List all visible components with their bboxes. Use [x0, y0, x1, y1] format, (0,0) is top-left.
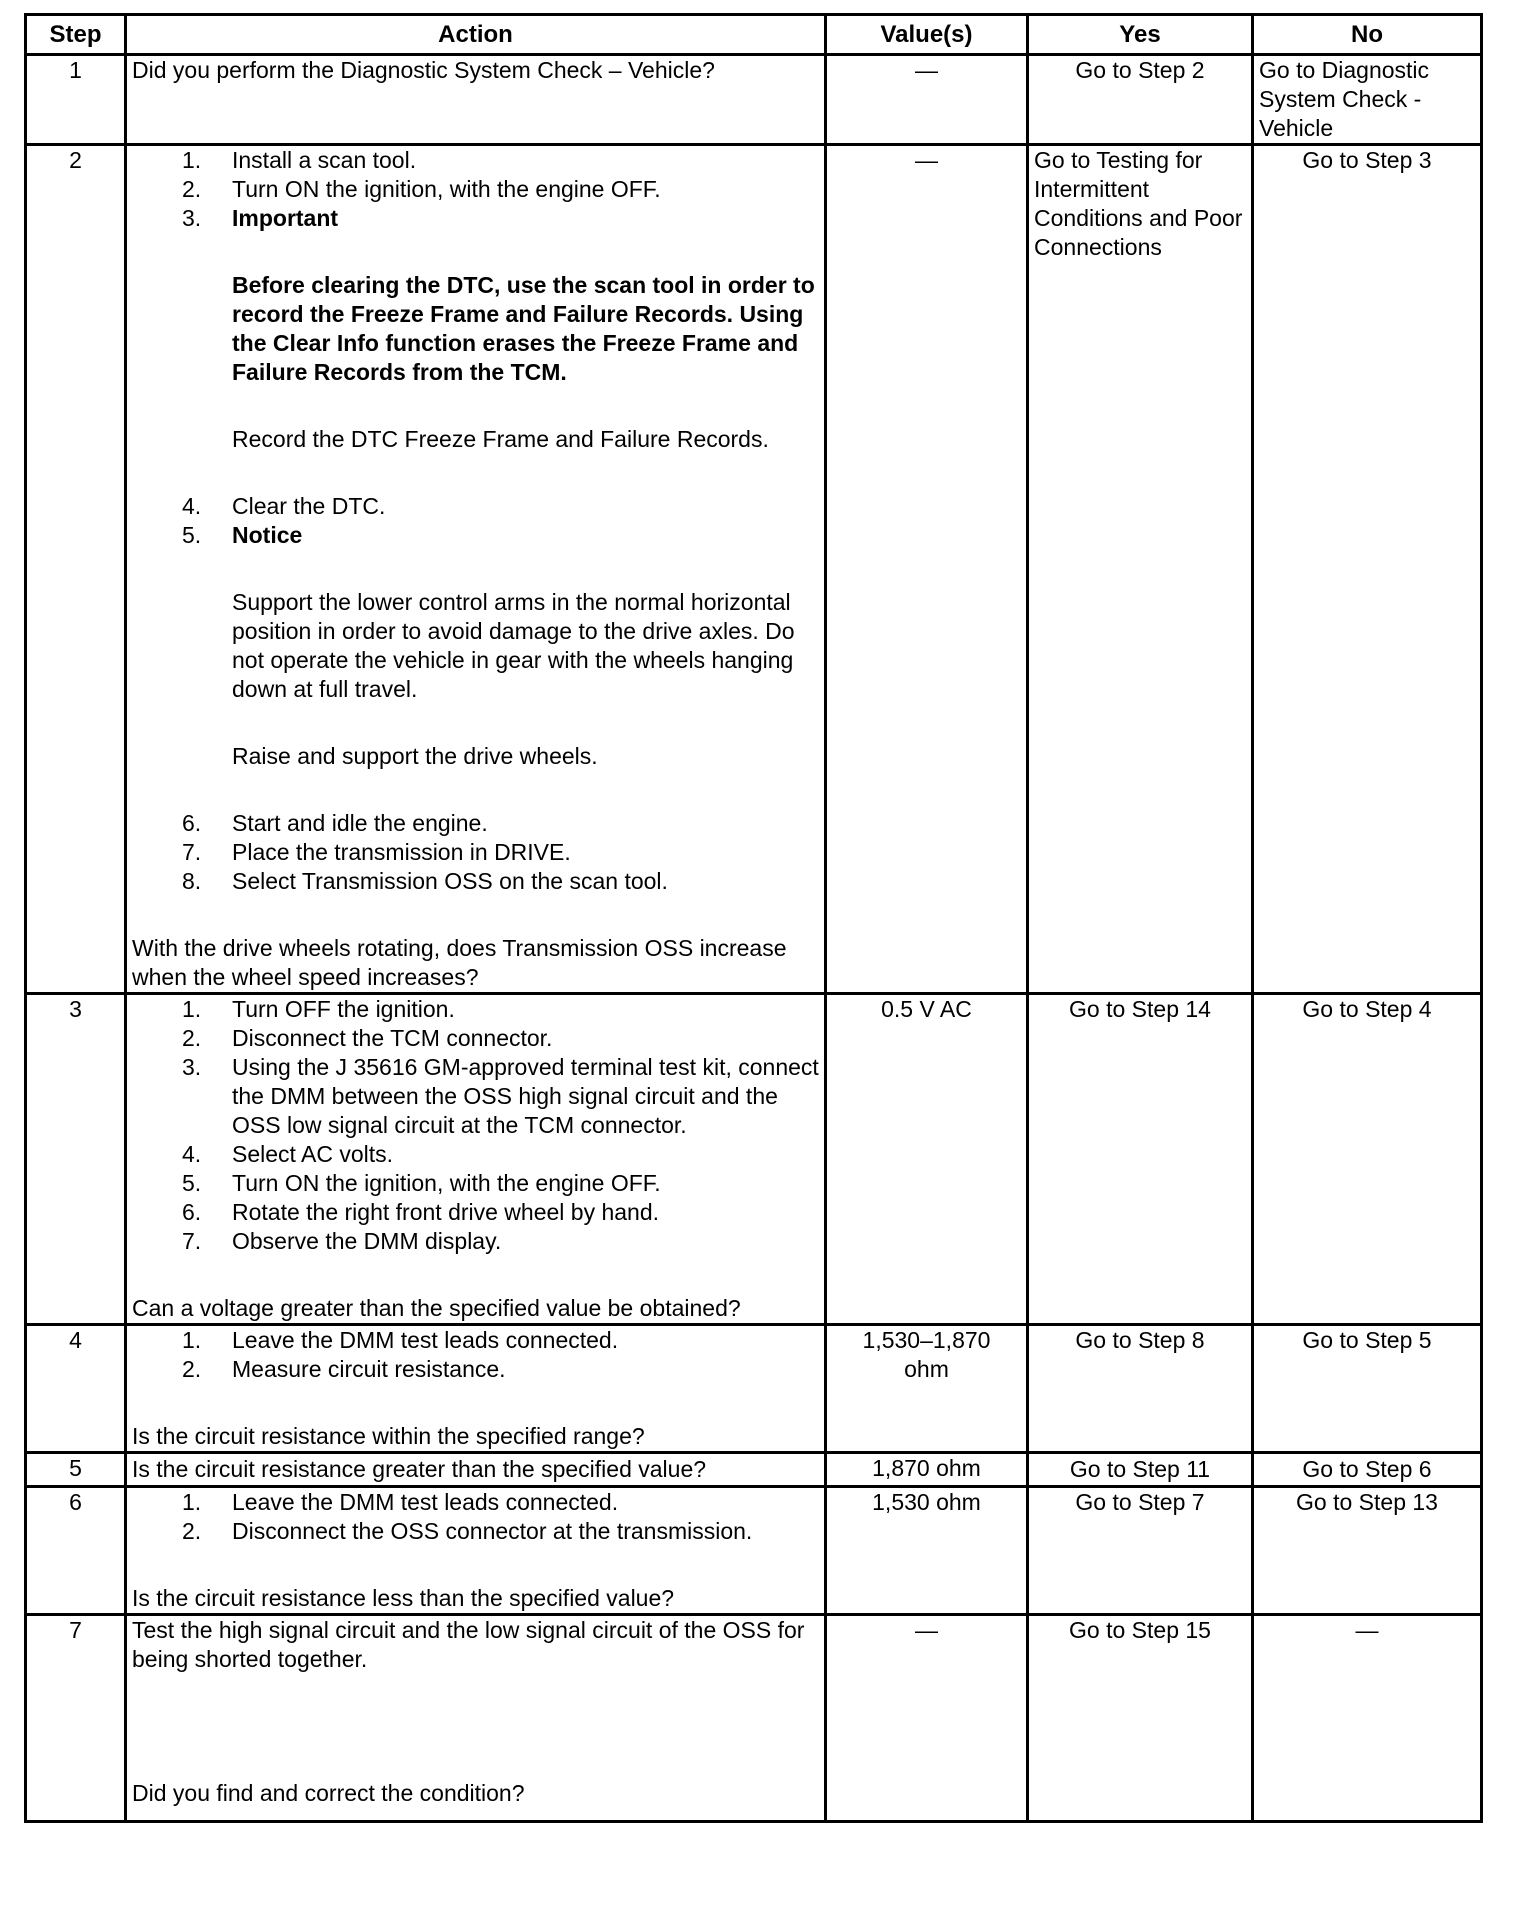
- yes-cell: Go to Step 2: [1028, 55, 1253, 145]
- action-step: 3. Important Before clearing the DTC, use the scan tool in order to record the Freeze Frame and Failure Records. Using the Clear Info function erases the Freeze Frame and Failure Records from the TCM. Record the DTC Freeze Frame and Failure Records.: [132, 204, 819, 454]
- action-step: 1. Leave the DMM test leads connected.: [182, 1327, 619, 1353]
- step-number: 1: [26, 55, 126, 145]
- value-cell: —: [826, 55, 1028, 145]
- table-row-step-3: [26, 994, 1482, 1325]
- step-number: 3: [26, 994, 126, 1325]
- action-step: 4. Select AC volts.: [182, 1141, 394, 1167]
- step-number: 5: [26, 1453, 126, 1487]
- header-step: Step: [26, 15, 126, 55]
- action-step: 6. Start and idle the engine.: [182, 810, 488, 836]
- action-step: 2. Disconnect the OSS connector at the transmission.: [182, 1518, 753, 1544]
- step-number: 2: [26, 145, 126, 994]
- action-steps: [132, 1326, 819, 1384]
- no-cell: Go to Step 6: [1253, 1453, 1482, 1487]
- yes-cell: Go to Step 8: [1028, 1325, 1253, 1453]
- action-cell: [126, 55, 826, 145]
- value-cell: —: [826, 145, 1028, 994]
- step-number: 6: [26, 1487, 126, 1615]
- action-cell: [126, 994, 826, 1325]
- action-cell: [126, 1453, 826, 1487]
- action-step: 8. Select Transmission OSS on the scan tool.: [182, 868, 668, 894]
- action-step: 5. Notice Support the lower control arms in the normal horizontal position in order to avoid damage to the drive axles. Do not operate the vehicle in gear with the wheels hanging down at full travel. Raise and support the drive wheels.: [132, 521, 819, 771]
- action-step: 1. Leave the DMM test leads connected.: [182, 1489, 619, 1515]
- table-row-step-5: [26, 1453, 1482, 1487]
- table-row-step-7: [26, 1615, 1482, 1822]
- table-row-step-2: [26, 145, 1482, 994]
- no-cell: Go to Diagnostic System Check - Vehicle: [1253, 55, 1482, 145]
- action-step: 2. Measure circuit resistance.: [182, 1356, 506, 1382]
- no-cell: Go to Step 5: [1253, 1325, 1482, 1453]
- action-step: 7. Place the transmission in DRIVE.: [182, 839, 571, 865]
- notice-text: Support the lower control arms in the normal horizontal position in order to avoid damage to the drive axles. Do not operate the vehicle in gear with the wheels hanging down at full travel.: [232, 589, 795, 702]
- action-step: 6. Rotate the right front drive wheel by hand.: [182, 1199, 660, 1225]
- action-steps: [132, 1488, 819, 1546]
- question-text: Did you find and correct the condition?: [132, 1780, 525, 1806]
- action-step: 3. Using the J 35616 GM-approved terminal test kit, connect the DMM between the OSS high signal circuit and the OSS low signal circuit at the TCM connector.: [182, 1054, 819, 1138]
- yes-cell: Go to Testing for Intermittent Conditions and Poor Connections: [1028, 145, 1253, 994]
- action-text: Test the high signal circuit and the low signal circuit of the OSS for being shorted together.: [132, 1617, 805, 1672]
- no-cell: —: [1253, 1615, 1482, 1822]
- action-step: 2. Disconnect the TCM connector.: [182, 1025, 553, 1051]
- header-action: Action: [126, 15, 826, 55]
- header-row: [26, 15, 1482, 55]
- table-row-step-1: [26, 55, 1482, 145]
- action-step: 7. Observe the DMM display.: [182, 1228, 502, 1254]
- action-step: 4. Clear the DTC.: [182, 493, 386, 519]
- question-text: Is the circuit resistance less than the specified value?: [132, 1585, 675, 1611]
- action-step: 5. Turn ON the ignition, with the engine OFF.: [182, 1170, 661, 1196]
- no-cell: Go to Step 4: [1253, 994, 1482, 1325]
- action-steps: [132, 146, 819, 896]
- question-text: Did you perform the Diagnostic System Check – Vehicle?: [132, 57, 715, 83]
- action-cell: [126, 1615, 826, 1822]
- action-step: 1. Turn OFF the ignition.: [182, 996, 455, 1022]
- no-cell: Go to Step 3: [1253, 145, 1482, 994]
- action-cell: [126, 1325, 826, 1453]
- notice-heading: Notice: [232, 522, 303, 548]
- diagnostic-table: [24, 13, 1483, 1823]
- yes-cell: Go to Step 7: [1028, 1487, 1253, 1615]
- action-cell: [126, 145, 826, 994]
- question-text: Is the circuit resistance within the specified range?: [132, 1423, 645, 1449]
- important-text: Before clearing the DTC, use the scan tool in order to record the Freeze Frame and Failure Records. Using the Clear Info function erases the Freeze Frame and Failure Records from the TCM.: [232, 272, 815, 385]
- yes-cell: Go to Step 15: [1028, 1615, 1253, 1822]
- important-heading: Important: [232, 205, 339, 231]
- question-text: With the drive wheels rotating, does Transmission OSS increase when the wheel speed increases?: [132, 935, 787, 990]
- action-cell: [126, 1487, 826, 1615]
- action-step: 1. Install a scan tool.: [182, 147, 417, 173]
- important-action: Record the DTC Freeze Frame and Failure Records.: [232, 426, 769, 452]
- header-yes: Yes: [1028, 15, 1253, 55]
- action-steps: [132, 995, 819, 1256]
- question-text: Can a voltage greater than the specified value be obtained?: [132, 1295, 741, 1321]
- action-step: 2. Turn ON the ignition, with the engine OFF.: [182, 176, 661, 202]
- no-cell: Go to Step 13: [1253, 1487, 1482, 1615]
- table-row-step-6: [26, 1487, 1482, 1615]
- step-number: 4: [26, 1325, 126, 1453]
- table-row-step-4: [26, 1325, 1482, 1453]
- value-cell: —: [826, 1615, 1028, 1822]
- yes-cell: Go to Step 11: [1028, 1453, 1253, 1487]
- value-cell: 1,530–1,870 ohm: [826, 1325, 1028, 1453]
- question-text: Is the circuit resistance greater than the specified value?: [132, 1456, 707, 1482]
- header-no: No: [1253, 15, 1482, 55]
- value-cell: 1,870 ohm: [826, 1453, 1028, 1487]
- step-number: 7: [26, 1615, 126, 1822]
- header-values: Value(s): [826, 15, 1028, 55]
- notice-action: Raise and support the drive wheels.: [232, 743, 598, 769]
- yes-cell: Go to Step 14: [1028, 994, 1253, 1325]
- value-cell: 0.5 V AC: [826, 994, 1028, 1325]
- value-cell: 1,530 ohm: [826, 1487, 1028, 1615]
